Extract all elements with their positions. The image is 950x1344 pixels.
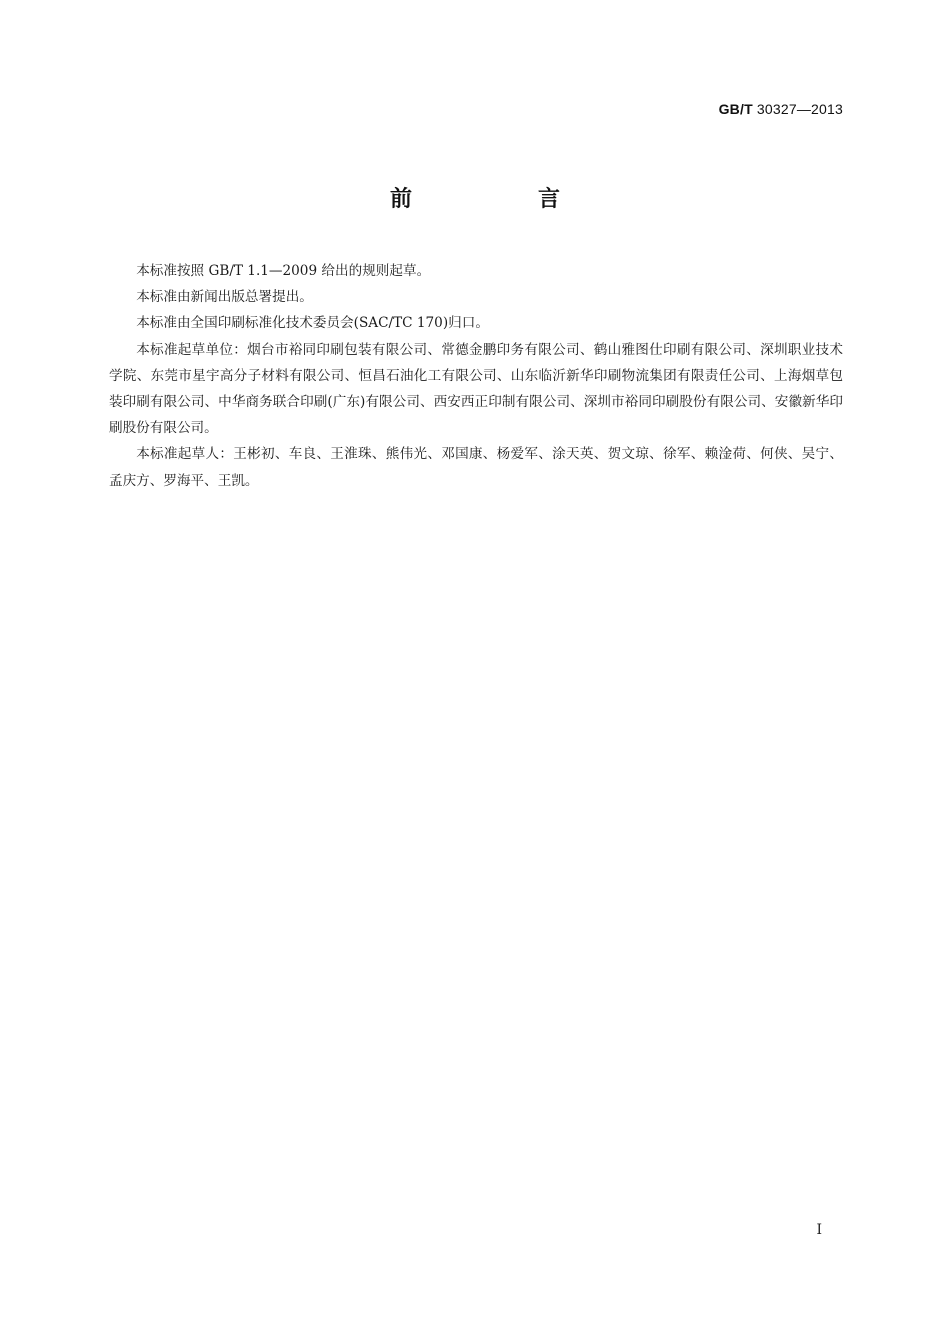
standard-prefix: GB/T [718,101,753,117]
paragraph-technical-committee: 本标准由全国印刷标准化技术委员会(SAC/TC 170)归口。 [136,315,489,332]
paragraph-drafters: 本标准起草人：王彬初、车良、王淮珠、熊伟光、邓国康、杨爱军、涂天英、贺文琼、徐军、赖淦荷、何侠、吴宁、孟庆方、罗海平、王凯。 [109,446,843,489]
paragraph-drafting-units: 本标准起草单位：烟台市裕同印刷包装有限公司、常德金鹏印务有限公司、鹤山雅图仕印刷有限公司、深圳职业技术学院、东莞市星宇高分子材料有限公司、恒昌石油化工有限公司、山东临沂新华印刷物流集团有限责任公司、上海烟草包装印刷有限公司、中华商务联合印刷(广东)有限公司、西安西正印制有限公司、深圳市裕同印刷股份有限公司、安徽新华印刷股份有限公司。 [109,341,843,437]
paragraph-proposer: 本标准由新闻出版总署提出。 [136,289,313,306]
page-number: I [816,1222,822,1238]
foreword-body [109,258,843,494]
standard-code [719,101,843,117]
page-title: 前 言 [389,187,612,212]
standard-number: 30327—2013 [756,101,843,117]
paragraph-drafting-rules: 本标准按照 GB/T 1.1—2009 给出的规则起草。 [136,263,431,279]
